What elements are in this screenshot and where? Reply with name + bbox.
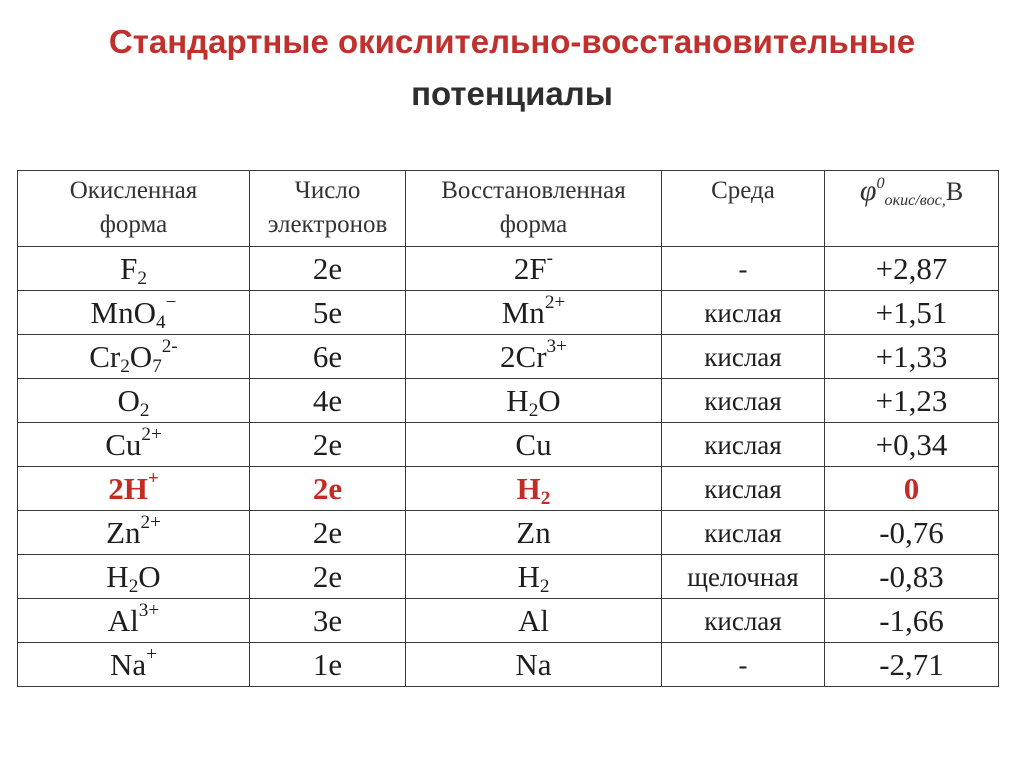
oxidized-subscript: 2 [139,400,150,422]
cell-potential [825,599,999,643]
header-potential [825,171,999,247]
oxidized-formula: Cu [105,426,142,462]
potential-value: -0,83 [879,558,944,594]
cell-oxidized-form [18,423,250,467]
electrons-value: 5e [312,294,343,330]
oxidized-formula: MnO [90,294,156,330]
header-oxidized-form [18,171,250,247]
cell-medium [662,467,825,511]
oxidized-formula: F [120,250,138,286]
electrons-value: 6e [312,338,343,374]
electrons-value: 3e [312,602,343,638]
table-row [18,423,999,467]
table-row [18,555,999,599]
oxidized-subscript: 4 [156,312,166,334]
potential-unit: В [945,177,964,206]
cell-potential [825,467,999,511]
cell-electrons [250,467,406,511]
cell-medium [662,599,825,643]
cell-potential [825,643,999,687]
cell-reduced-form [406,643,662,687]
medium-value: кислая [704,341,782,372]
cell-oxidized-form [18,291,250,335]
table-row [18,511,999,555]
cell-potential [825,423,999,467]
potential-value: 0 [903,470,920,506]
medium-value: кислая [704,385,782,416]
medium-value: кислая [704,429,782,460]
reduced-formula: Zn [516,514,551,550]
header-oxidized-line1: Окисленная [69,177,198,204]
header-medium [662,171,825,247]
electrons-value: 1e [312,646,343,682]
cell-oxidized-form [18,555,250,599]
cell-medium [662,511,825,555]
reduced-subscript: 2 [540,488,551,510]
oxidized-charge: 3+ [138,600,160,622]
oxidized-charge: + [147,468,159,490]
cell-potential [825,379,999,423]
medium-value: - [738,649,748,680]
potential-value: +1,23 [875,382,948,418]
cell-potential [825,555,999,599]
potential-value: -2,71 [879,646,944,682]
header-medium-label: Среда [711,177,775,204]
oxidized-formula-part: O [129,338,153,374]
slide-title [0,16,1024,120]
table-row [18,467,999,511]
oxidized-charge: + [146,644,157,666]
reduced-charge: 3+ [546,336,567,358]
potential-value: +0,34 [875,426,948,462]
oxidized-formula-tail: O [138,558,161,594]
reduced-subscript: 2 [539,576,550,598]
cell-medium [662,247,825,291]
electrons-value: 2e [312,470,343,506]
cell-potential [825,247,999,291]
potential-value: +2,87 [875,250,948,286]
cell-electrons [250,291,406,335]
cell-potential [825,511,999,555]
oxidized-subscript-2: 7 [152,356,162,378]
reduced-formula: 2Cr [500,338,547,374]
cell-medium [662,335,825,379]
cell-reduced-form [406,291,662,335]
potential-sub: окис/вос, [884,191,946,209]
table-row [18,643,999,687]
oxidized-charge: 2+ [141,424,162,446]
cell-reduced-form [406,379,662,423]
reduced-formula: Na [515,646,552,682]
header-electrons [250,171,406,247]
header-reduced-form [406,171,662,247]
reduced-formula: H [517,558,540,594]
oxidized-charge: − [165,292,177,314]
cell-electrons [250,555,406,599]
cell-reduced-form [406,423,662,467]
potentials-table-container [17,170,999,687]
cell-oxidized-form [18,379,250,423]
medium-value: кислая [704,297,782,328]
oxidized-formula: H [106,558,129,594]
title-line-1: Стандартные окислительно-восстановительные [108,23,916,60]
table-row [18,291,999,335]
medium-value: кислая [704,473,782,504]
table-body [18,247,999,687]
oxidized-formula: Na [110,646,147,682]
reduced-formula: H [516,470,541,506]
reduced-subscript: 2 [528,400,539,422]
cell-oxidized-form [18,643,250,687]
oxidized-formula: Zn [106,514,141,550]
medium-value: кислая [704,517,782,548]
reduced-formula: Mn [501,294,545,330]
header-oxidized-line2: форма [99,211,168,238]
reduced-formula: Al [518,602,549,638]
header-electrons-line1: Число [294,177,361,204]
cell-oxidized-form [18,599,250,643]
electrons-value: 4e [312,382,343,418]
reduced-formula: H [506,382,529,418]
reduced-charge: - [546,248,554,270]
cell-electrons [250,423,406,467]
header-reduced-line1: Восстановленная [441,177,626,204]
cell-potential [825,335,999,379]
cell-oxidized-form [18,247,250,291]
header-reduced-line2: форма [499,211,568,238]
cell-reduced-form [406,599,662,643]
electrons-value: 2e [312,426,343,462]
medium-value: - [738,253,748,284]
medium-value: щелочная [687,561,799,592]
cell-medium [662,643,825,687]
table-row [18,335,999,379]
potential-value: -1,66 [879,602,944,638]
reduced-charge: 2+ [544,292,566,314]
cell-electrons [250,335,406,379]
reduced-formula-tail: O [538,382,561,418]
cell-potential [825,291,999,335]
cell-reduced-form [406,555,662,599]
table-row [18,247,999,291]
cell-reduced-form [406,335,662,379]
reduced-formula: Cu [515,426,552,462]
oxidized-formula: O [117,382,140,418]
table-header-row [18,171,999,247]
cell-oxidized-form [18,467,250,511]
oxidized-charge: 2+ [140,512,161,534]
oxidized-formula: Cr [89,338,121,374]
cell-electrons [250,247,406,291]
cell-oxidized-form [18,335,250,379]
title-line-2: потенциалы [411,75,613,112]
cell-electrons [250,511,406,555]
oxidized-charge: 2- [161,336,178,358]
cell-reduced-form [406,467,662,511]
oxidized-subscript: 2 [128,576,139,598]
cell-medium [662,379,825,423]
table-row [18,599,999,643]
potential-symbol: φ [859,174,877,207]
reduced-formula: 2F [513,250,547,286]
oxidized-subscript: 2 [120,356,130,378]
cell-electrons [250,643,406,687]
table-row [18,379,999,423]
electrons-value: 2e [312,558,343,594]
oxidized-formula: 2H [108,470,148,506]
electrons-value: 2e [312,514,343,550]
cell-electrons [250,379,406,423]
potential-sup: 0 [876,174,885,192]
potentials-table [17,170,999,687]
cell-medium [662,423,825,467]
cell-reduced-form [406,511,662,555]
potential-value: -0,76 [879,514,944,550]
cell-medium [662,291,825,335]
cell-electrons [250,599,406,643]
cell-reduced-form [406,247,662,291]
cell-medium [662,555,825,599]
oxidized-subscript: 2 [137,268,147,290]
header-electrons-line2: электронов [267,211,388,238]
oxidized-formula: Al [107,602,139,638]
electrons-value: 2e [312,250,343,286]
medium-value: кислая [704,605,782,636]
cell-oxidized-form [18,511,250,555]
potential-value: +1,33 [875,338,948,374]
potential-value: +1,51 [875,294,948,330]
